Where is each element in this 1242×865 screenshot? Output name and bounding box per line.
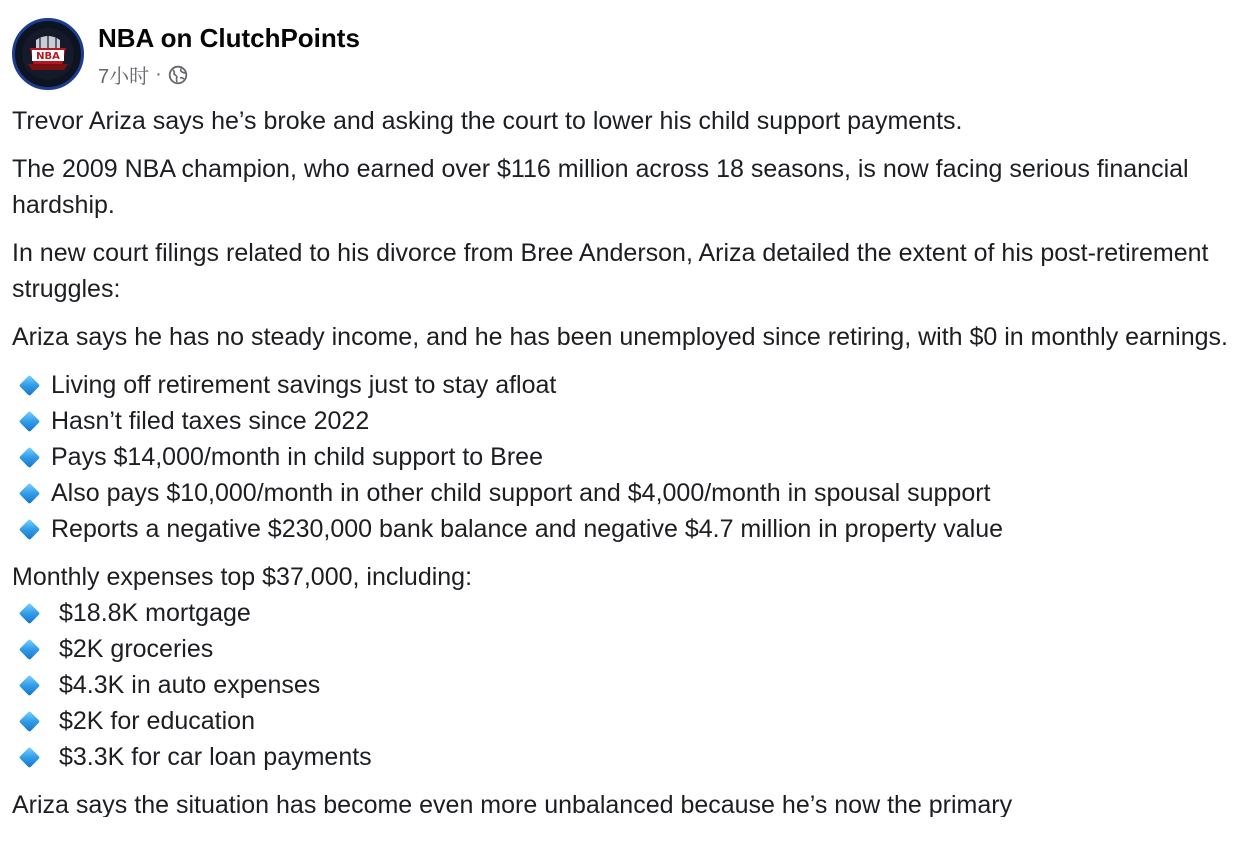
hardship-list <box>12 367 1232 547</box>
list-item: Hasn’t filed taxes since 2022 <box>12 403 1232 439</box>
list-item: Living off retirement savings just to stay afloat <box>12 367 1232 403</box>
list-item: $18.8K mortgage <box>12 595 1232 631</box>
timestamp-link[interactable]: 7小时 <box>98 66 150 88</box>
page-name-link[interactable]: NBA on ClutchPoints <box>98 23 360 53</box>
globe-icon[interactable] <box>168 65 188 85</box>
post-body <box>12 103 1232 829</box>
list-item: Reports a negative $230,000 bank balance and negative $4.7 million in property value <box>12 511 1232 547</box>
blue-diamond-icon <box>19 374 40 395</box>
blue-diamond-icon <box>19 710 40 731</box>
blue-diamond-icon <box>19 410 40 431</box>
avatar[interactable] <box>12 18 84 90</box>
post-header <box>12 18 360 90</box>
post-paragraph: The 2009 NBA champion, who earned over $116 million across 18 seasons, is now facing serious financial hardship. <box>12 155 1189 219</box>
meta-separator: · <box>155 63 162 85</box>
list-item: $2K for education <box>12 703 1232 739</box>
header-text <box>98 22 360 89</box>
blue-diamond-icon <box>19 638 40 659</box>
post-meta <box>98 60 360 89</box>
list-item: Also pays $10,000/month in other child support and $4,000/month in spousal support <box>12 475 1232 511</box>
list-item: $3.3K for car loan payments <box>12 739 1232 775</box>
post-paragraph: In new court filings related to his divorce from Bree Anderson, Ariza detailed the extent of his post-retirement struggles: <box>12 239 1209 303</box>
blue-diamond-icon <box>19 674 40 695</box>
blue-diamond-icon <box>19 446 40 467</box>
expenses-intro: Monthly expenses top $37,000, including: <box>12 563 473 591</box>
blue-diamond-icon <box>19 482 40 503</box>
blue-diamond-icon <box>19 518 40 539</box>
expenses-list <box>12 595 1232 775</box>
post-paragraph: Ariza says he has no steady income, and he has been unemployed since retiring, with $0 in monthly earnings. <box>12 323 1228 351</box>
list-item: $4.3K in auto expenses <box>12 667 1232 703</box>
post-paragraph-truncated: Ariza says the situation has become even more unbalanced because he’s now the primary <box>12 791 1013 817</box>
list-item: $2K groceries <box>12 631 1232 667</box>
list-item: Pays $14,000/month in child support to Bree <box>12 439 1232 475</box>
post-paragraph: Trevor Ariza says he’s broke and asking the court to lower his child support payments. <box>12 107 963 135</box>
avatar-text: NBA <box>36 51 60 62</box>
nba-logo-icon <box>20 26 76 82</box>
blue-diamond-icon <box>19 602 40 623</box>
blue-diamond-icon <box>19 746 40 767</box>
